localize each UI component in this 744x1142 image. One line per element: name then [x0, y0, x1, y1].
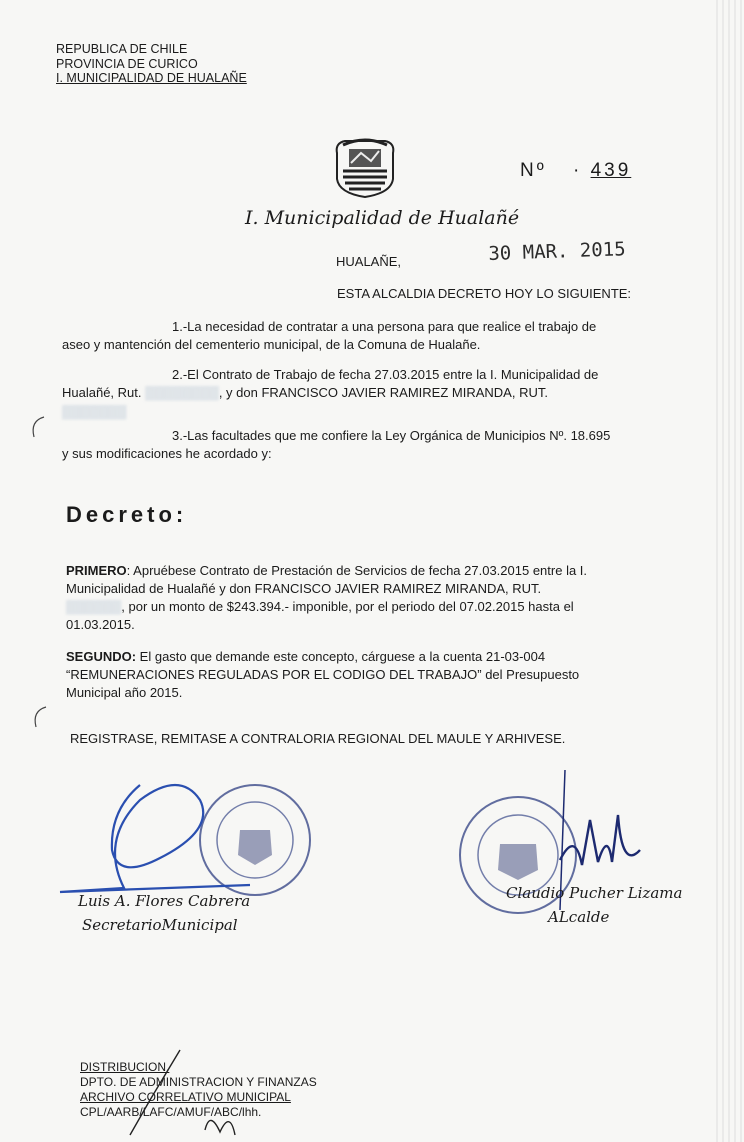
decree-number-value: 439	[590, 160, 632, 181]
place-label: HUALAÑE,	[336, 254, 402, 269]
initials-scribble-icon	[90, 1040, 290, 1142]
mayor-name: Claudio Pucher Lizama	[506, 884, 683, 902]
intro-line: ESTA ALCALDIA DECRETO HOY LO SIGUIENTE:	[337, 286, 632, 301]
letterhead-line-3: I. MUNICIPALIDAD DE HUALAÑE	[56, 71, 247, 85]
mayor-signature-icon	[560, 815, 640, 865]
primero-line-1: PRIMERO: Apruébese Contrato de Prestación de Servicios de fecha 27.03.2015 entre la I.	[66, 563, 588, 578]
secretary-signature-icon	[60, 785, 250, 892]
redacted-rut-municipality: ▒▒▒▒▒▒▒▒	[145, 385, 219, 400]
margin-mark-icon	[26, 415, 56, 735]
segundo-line-3: Municipal año 2015.	[66, 685, 183, 700]
municipal-crest-icon	[331, 135, 399, 199]
secretary-role: SecretarioMunicipal	[82, 916, 238, 934]
considerando-2-line-2: Hualañé, Rut. ▒▒▒▒▒▒▒▒, y don FRANCISCO JAVIER RAMIREZ MIRANDA, RUT.	[62, 385, 548, 400]
municipality-title: I. Municipalidad de Hualañé	[245, 207, 520, 229]
date-stamp: 30 MAR. 2015	[488, 238, 626, 265]
decree-number-prefix: Nº	[520, 160, 547, 181]
considerando-2-line-1: 2.-El Contrato de Trabajo de fecha 27.03.2015 entre la I. Municipalidad de	[172, 367, 599, 382]
redacted-rut-person: ▒▒▒▒▒▒▒	[62, 404, 127, 419]
considerando-1-line-1: 1.-La necesidad de contratar a una persona para que realice el trabajo de	[172, 319, 597, 334]
mayor-role: ALcalde	[548, 908, 610, 926]
primero-line-2: Municipalidad de Hualañé y don FRANCISCO JAVIER RAMIREZ MIRANDA, RUT.	[66, 581, 542, 596]
decreto-heading: Decreto:	[66, 502, 188, 527]
primero-label: PRIMERO	[66, 563, 127, 578]
letterhead-line-1: REPUBLICA DE CHILE	[56, 42, 188, 56]
segundo-line-2: “REMUNERACIONES REGULADAS POR EL CODIGO DEL TRABAJO” del Presupuesto	[66, 667, 580, 682]
considerando-3-line-2: y sus modificaciones he acordado y:	[62, 446, 272, 461]
decree-number: Nº · 439	[520, 160, 632, 181]
letterhead-line-2: PROVINCIA DE CURICO	[56, 56, 198, 71]
considerando-1-line-2: aseo y mantención del cementerio municipal, de la Comuna de Hualañe.	[62, 337, 481, 352]
secretary-name: Luis A. Flores Cabrera	[78, 892, 251, 910]
considerando-3-line-1: 3.-Las facultades que me confiere la Ley Orgánica de Municipios Nº. 18.695	[172, 428, 611, 443]
distribution-line-2: ARCHIVO CORRELATIVO MUNICIPAL	[80, 1090, 291, 1104]
segundo-label: SEGUNDO:	[66, 649, 137, 664]
redacted-rut-primero: ▒▒▒▒▒▒	[66, 599, 122, 614]
primero-line-4: 01.03.2015.	[66, 617, 135, 632]
scan-edge	[716, 0, 744, 1142]
stamp-left-icon	[200, 785, 310, 895]
segundo-line-1: SEGUNDO: El gasto que demande este concepto, cárguese a la cuenta 21-03-004	[66, 649, 546, 664]
distribution-line-3: CPL/AARB/LAFC/AMUF/ABC/lhh.	[80, 1105, 262, 1119]
distribution-heading: DISTRIBUCION.	[80, 1060, 170, 1074]
distribution-line-1: DPTO. DE ADMINISTRACION Y FINANZAS	[80, 1075, 317, 1089]
letterhead	[56, 42, 247, 86]
closing-line: REGISTRASE, REMITASE A CONTRALORIA REGIONAL DEL MAULE Y ARHIVESE.	[70, 731, 566, 746]
primero-line-3: ▒▒▒▒▒▒, por un monto de $243.394.- imponible, por el periodo del 07.02.2015 hasta el	[66, 599, 574, 614]
